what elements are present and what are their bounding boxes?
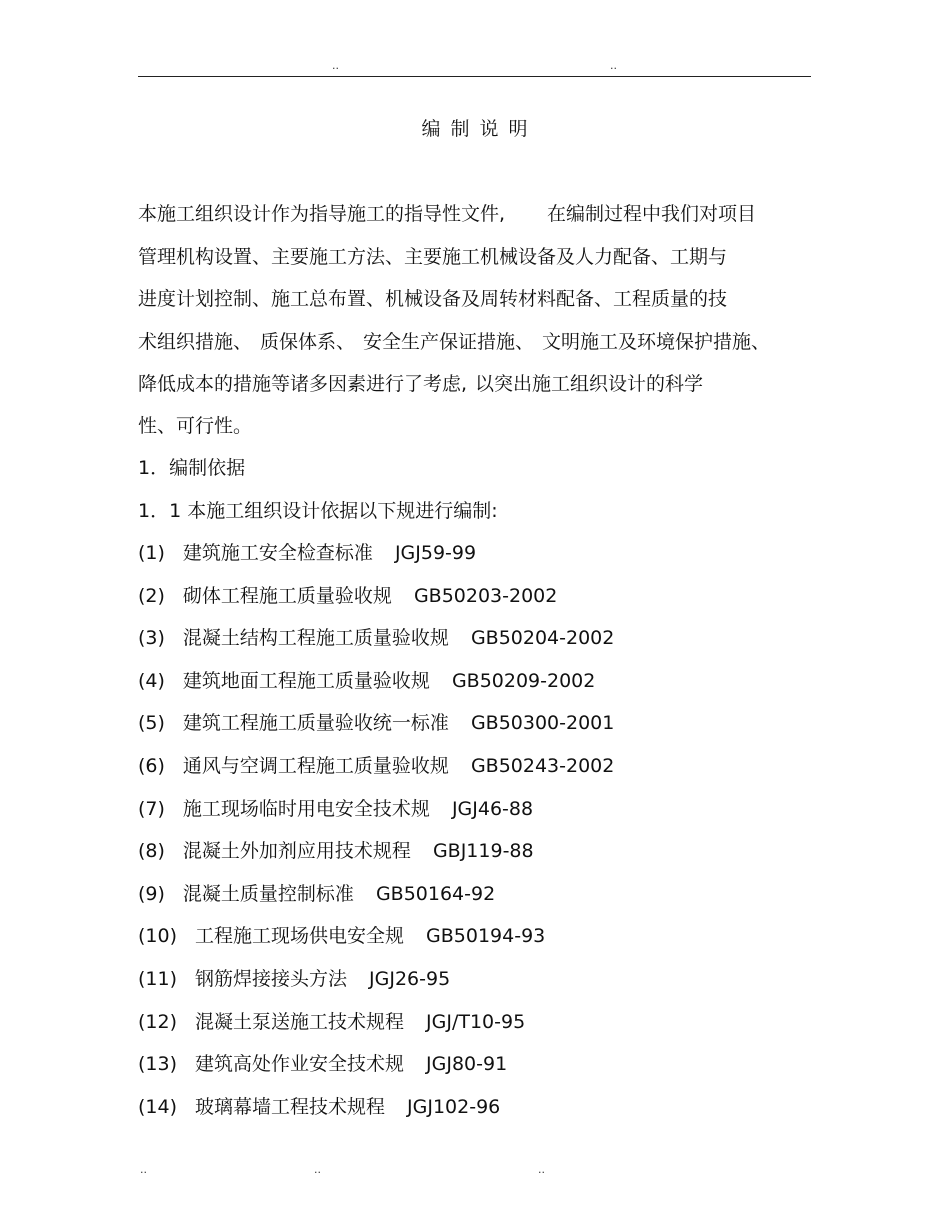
section-subheading: 1．1 本施工组织设计依据以下规进行编制:	[138, 500, 498, 522]
standard-item	[138, 1009, 525, 1035]
standard-item	[138, 796, 533, 822]
standard-code: GB50204-2002	[470, 627, 615, 649]
standard-item	[138, 1051, 507, 1077]
standard-code: JGJ80-91	[426, 1053, 508, 1075]
standard-name: 通风与空调工程施工质量验收规	[182, 755, 449, 777]
standard-code: GB50194-93	[426, 925, 546, 947]
standard-number: (9)	[138, 883, 165, 905]
standard-code: JGJ102-96	[407, 1096, 501, 1118]
standard-number: (4)	[138, 670, 165, 692]
section-heading: 1．编制依据	[138, 457, 246, 479]
standard-number: (5)	[138, 712, 165, 734]
footer-mark-middle: ..	[314, 1163, 321, 1176]
standard-name: 建筑地面工程施工质量验收规	[182, 670, 430, 692]
standard-number: (2)	[138, 585, 165, 607]
standard-item	[138, 923, 545, 949]
standard-code: GB50300-2001	[470, 712, 615, 734]
standard-code: JGJ46-88	[451, 798, 534, 820]
standard-code: GB50203-2002	[413, 585, 558, 607]
standard-name: 工程施工现场供电安全规	[195, 925, 405, 947]
standard-code: GB50164-92	[375, 883, 496, 905]
standard-name: 建筑高处作业安全技术规	[195, 1053, 405, 1075]
standard-number: (1)	[138, 542, 165, 564]
standard-name: 建筑施工安全检查标准	[182, 542, 373, 564]
standard-number: (13)	[138, 1053, 178, 1075]
standard-item	[138, 966, 450, 992]
footer-mark-left: ..	[140, 1163, 147, 1176]
standard-number: (3)	[138, 627, 165, 649]
page-title: 编制说明	[421, 118, 538, 140]
standard-name: 混凝土质量控制标准	[182, 883, 354, 905]
standard-number: (12)	[138, 1011, 178, 1033]
standard-item	[138, 753, 614, 779]
standard-number: (10)	[138, 925, 178, 947]
standard-item	[138, 583, 557, 609]
standard-item	[138, 540, 476, 566]
intro-line-2: 管理机构设置、主要施工方法、主要施工机械设备及人力配备、工期与	[138, 246, 728, 268]
standard-name: 建筑工程施工质量验收统一标准	[182, 712, 449, 734]
intro-line-4: 术组织措施、 质保体系、 安全生产保证措施、 文明施工及环境保护措施、	[138, 331, 771, 353]
standard-name: 钢筋焊接接头方法	[195, 968, 348, 990]
standard-name: 施工现场临时用电安全技术规	[182, 798, 430, 820]
standard-code: JGJ26-95	[369, 968, 451, 990]
standard-item	[138, 710, 614, 736]
standard-item	[138, 1094, 500, 1120]
standard-number: (14)	[138, 1096, 178, 1118]
standard-item	[138, 668, 595, 694]
standard-number: (8)	[138, 840, 165, 862]
standard-item	[138, 881, 495, 907]
standard-number: (11)	[138, 968, 178, 990]
standard-item	[138, 625, 614, 651]
standard-code: GB50209-2002	[451, 670, 596, 692]
standard-code: JGJ59-99	[394, 542, 477, 564]
standard-name: 混凝土外加剂应用技术规程	[182, 840, 411, 862]
intro-line-5: 降低成本的措施等诸多因素进行了考虑, 以突出施工组织设计的科学	[138, 373, 704, 395]
header-mark-right: ..	[610, 59, 617, 72]
standard-item	[138, 838, 534, 864]
intro-line-1: 本施工组织设计作为指导施工的指导性文件, 在编制过程中我们对项目	[138, 203, 757, 225]
standard-code: GBJ119-88	[432, 840, 534, 862]
standard-name: 混凝土结构工程施工质量验收规	[182, 627, 449, 649]
intro-line-3: 进度计划控制、施工总布置、机械设备及周转材料配备、工程质量的技	[138, 288, 728, 310]
standard-number: (7)	[138, 798, 165, 820]
standard-name: 砌体工程施工质量验收规	[182, 585, 392, 607]
header-mark-left: ..	[332, 59, 339, 72]
standard-name: 玻璃幕墙工程技术规程	[195, 1096, 386, 1118]
footer-mark-right: ..	[538, 1163, 545, 1176]
header-rule	[138, 76, 811, 77]
standard-code: JGJ/T10-95	[426, 1011, 526, 1033]
standard-name: 混凝土泵送施工技术规程	[195, 1011, 405, 1033]
standard-code: GB50243-2002	[470, 755, 615, 777]
intro-line-6: 性、可行性。	[138, 415, 253, 437]
standard-number: (6)	[138, 755, 165, 777]
